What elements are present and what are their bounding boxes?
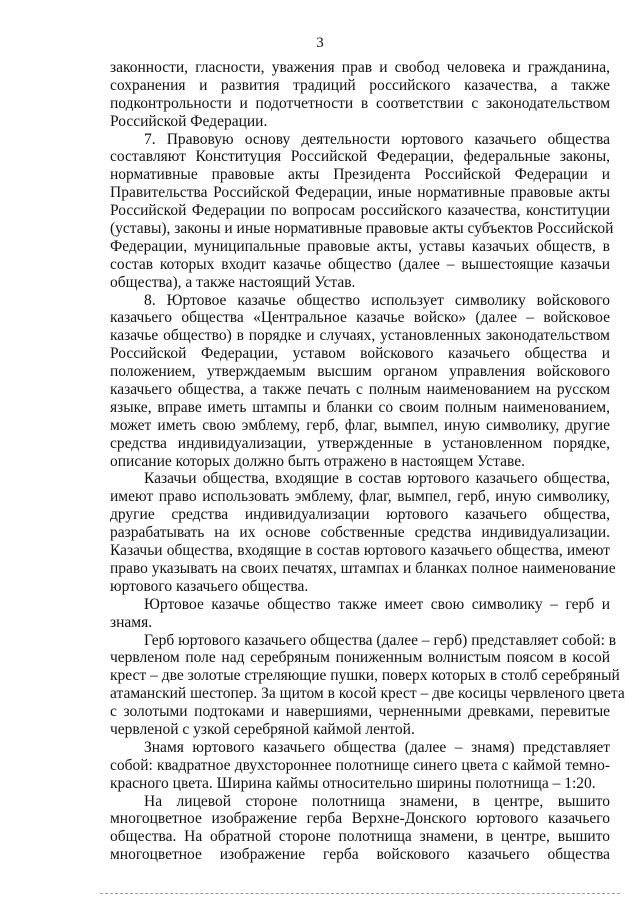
text-line: многоцветное изображение герба войскового казачьего общества	[110, 846, 610, 864]
text-line: собой: квадратное двухстороннее полотнище синего цвета с каймой темно-	[110, 756, 610, 774]
text-line: Российской Федерации.	[110, 112, 268, 130]
text-line: другие средства индивидуализации юртового казачьего общества,	[110, 506, 610, 524]
text-line: казачьего общества «Центральное казачье войско» (далее – войсковое	[110, 309, 610, 327]
text-line: составляют Конституция Российской Федерации, федеральные законы,	[110, 148, 610, 166]
text-line: Казачьи общества, входящие в состав юртового казачьего общества, имеют	[110, 542, 610, 560]
text-line: знамя.	[110, 613, 153, 631]
text-line: казачье общество) в порядке и случаях, установленных законодательством	[110, 327, 610, 345]
text-line: червленом поле над серебряным пониженным волнистым поясом в косой	[110, 649, 610, 667]
text-line: законности, гласности, уважения прав и свобод человека и гражданина,	[110, 59, 610, 76]
text-line: атаманский шестопер. За щитом в косой крест – две косицы червленого цвета	[110, 685, 625, 703]
text-line: общества. На обратной стороне полотнища знамени, в центре, вышито	[110, 828, 610, 846]
text-line: Федерации, муниципальные правовые акты, уставы казачьих обществ, в	[110, 237, 610, 255]
text-line: средства индивидуализации, утвержденные в установленном порядке,	[110, 434, 610, 452]
text-line: Российской Федерации, уставом войскового казачьего общества и	[110, 345, 610, 363]
text-line: общества), а также настоящий Устав.	[110, 273, 356, 291]
text-line: Знамя юртового казачьего общества (далее – знамя) представляет	[144, 738, 610, 756]
text-line: 7. Правовую основу деятельности юртового казачьего общества	[144, 130, 610, 148]
text-line: разрабатывать на их основе собственные средства индивидуализации.	[110, 524, 610, 542]
text-line: Юртовое казачье общество также имеет свою символику – герб и	[144, 595, 610, 613]
text-line: Казачьи общества, входящие в состав юртового казачьего общества,	[144, 470, 610, 488]
text-line: языке, вправе иметь штампы и бланки со своим полным наименованием,	[110, 398, 610, 416]
text-line: сохранения и развития традиций российского казачества, а также	[110, 76, 610, 94]
text-line: положением, утверждаемым высшим органом управления войскового	[110, 363, 610, 381]
text-line: с золотыми подтоками и навершиями, черненными древками, перевитые	[110, 703, 610, 721]
text-line: имеют право использовать эмблему, флаг, вымпел, герб, иную символику,	[110, 488, 610, 506]
page-bottom-rule	[100, 893, 620, 894]
text-line: казачьего общества, а также печать с полным наименованием на русском	[110, 381, 610, 399]
text-line: состав которых входит казачье общество (далее – вышестоящие казачьи	[110, 255, 610, 273]
text-line: крест – две золотые стреляющие пушки, поверх которых в столб серебряный	[110, 667, 620, 685]
text-line: описание которых должно быть отражено в настоящем Уставе.	[110, 452, 526, 470]
text-line: нормативные правовые акты Президента Российской Федерации и	[110, 166, 610, 184]
text-line: юртового казачьего общества.	[110, 577, 309, 595]
text-line: многоцветное изображение герба Верхне-Донского юртового казачьего	[110, 810, 610, 828]
text-line: 8. Юртовое казачье общество использует символику войскового	[144, 291, 610, 309]
text-line: красного цвета. Ширина каймы относительно ширины полотнища – 1:20.	[110, 774, 596, 792]
text-line: На лицевой стороне полотнища знамени, в центре, вышито	[144, 792, 610, 810]
text-line: подконтрольности и подотчетности в соответствии с законодательством	[110, 94, 610, 112]
text-line: червленой с узкой серебряной каймой лентой.	[110, 720, 415, 738]
text-line: (уставы), законы и иные нормативные правовые акты субъектов Российской	[110, 220, 614, 238]
page-number: 3	[316, 35, 324, 51]
text-line: может иметь свою эмблему, герб, флаг, вымпел, иную символику, другие	[110, 416, 610, 434]
document-body	[110, 59, 625, 864]
text-line: Правительства Российской Федерации, иные нормативные правовые акты	[110, 184, 610, 202]
text-line: Российской Федерации по вопросам российского казачества, конституции	[110, 202, 610, 220]
text-line: право указывать на своих печатях, штампах и бланках полное наименование	[110, 559, 616, 577]
text-line: Герб юртового казачьего общества (далее – герб) представляет собой: в	[144, 631, 617, 649]
